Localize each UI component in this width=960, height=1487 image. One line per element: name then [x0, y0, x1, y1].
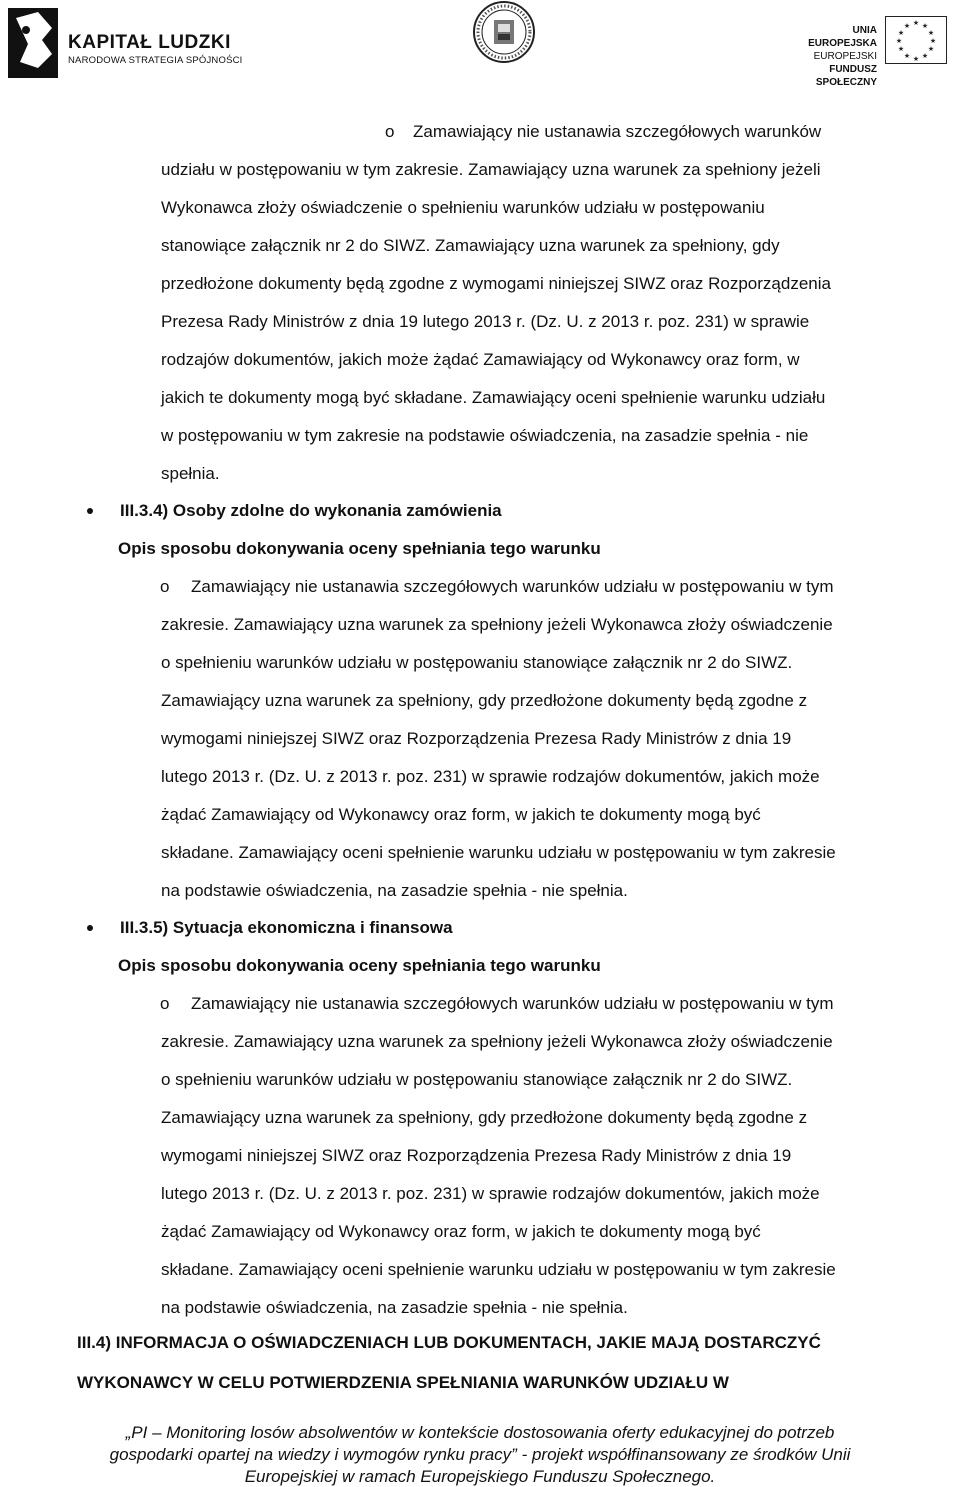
paragraph-line: udziału w postępowaniu w tym zakresie. Zamawiający uzna warunek za spełniony jeżeli	[161, 160, 821, 179]
paragraph-line: o spełnieniu warunków udziału w postępowaniu stanowiące załącznik nr 2 do SIWZ.	[161, 1070, 793, 1089]
paragraph-line: Zamawiający nie ustanawia szczegółowych warunków udziału w postępowaniu w tym	[191, 577, 834, 596]
kapital-ludzki-logo-icon	[8, 8, 58, 78]
section-subheading: Opis sposobu dokonywania oceny spełniania tego warunku	[118, 956, 601, 975]
paragraph-line: rodzajów dokumentów, jakich może żądać Zamawiający od Wykonawcy oraz form, w	[161, 350, 800, 369]
paragraph-line: Prezesa Rady Ministrów z dnia 19 lutego 2013 r. (Dz. U. z 2013 r. poz. 231) w sprawie	[161, 312, 810, 331]
section-heading: III.3.5) Sytuacja ekonomiczna i finansowa	[120, 918, 453, 937]
paragraph-line: jakich te dokumenty mogą być składane. Zamawiający oceni spełnienie warunku udziału	[161, 388, 826, 407]
paragraph-line: lutego 2013 r. (Dz. U. z 2013 r. poz. 231) w sprawie rodzajów dokumentów, jakich może	[161, 767, 820, 786]
paragraph-line: spełnia.	[161, 464, 220, 483]
paragraph-line: żądać Zamawiający od Wykonawcy oraz form, w jakich te dokumenty mogą być	[161, 805, 761, 824]
eu-text-block	[782, 24, 877, 89]
paragraph-line: stanowiące załącznik nr 2 do SIWZ. Zamawiający uzna warunek za spełniony, gdy	[161, 236, 780, 255]
paragraph-line: składane. Zamawiający oceni spełnienie warunku udziału w postępowaniu w tym zakresie	[161, 843, 836, 862]
svg-text:★: ★	[929, 38, 937, 45]
eu-flag-icon	[885, 16, 947, 64]
svg-text:★: ★	[903, 53, 911, 60]
paragraph-line: o spełnieniu warunków udziału w postępowaniu stanowiące załącznik nr 2 do SIWZ.	[161, 653, 793, 672]
paragraph-line: na podstawie oświadczenia, na zasadzie spełnia - nie spełnia.	[161, 1298, 628, 1317]
paragraph-line: składane. Zamawiający oceni spełnienie warunku udziału w postępowaniu w tym zakresie	[161, 1260, 836, 1279]
paragraph-line: lutego 2013 r. (Dz. U. z 2013 r. poz. 231) w sprawie rodzajów dokumentów, jakich może	[161, 1184, 820, 1203]
paragraph-line: wymogami niniejszej SIWZ oraz Rozporządzenia Prezesa Rady Ministrów z dnia 19	[161, 729, 792, 748]
paragraph-line: Zamawiający uzna warunek za spełniony, gdy przedłożone dokumenty będą zgodne z	[161, 691, 808, 710]
paragraph-line: Zamawiający nie ustanawia szczegółowych warunków udziału w postępowaniu w tym	[191, 994, 834, 1013]
eu-line-1: UNIA EUROPEJSKA	[808, 25, 877, 49]
section-heading: III.3.4) Osoby zdolne do wykonania zamówienia	[120, 501, 502, 520]
paragraph-line: zakresie. Zamawiający uzna warunek za spełniony jeżeli Wykonawca złoży oświadczenie	[161, 615, 833, 634]
svg-text:★: ★	[921, 53, 929, 60]
svg-text:★: ★	[897, 46, 905, 53]
university-seal-icon	[472, 0, 536, 64]
list-bullet: o	[160, 994, 170, 1013]
svg-text:★: ★	[927, 30, 935, 37]
bullet-dot-icon	[87, 925, 93, 931]
paragraph-line: Zamawiający uzna warunek za spełniony, gdy przedłożone dokumenty będą zgodne z	[161, 1108, 808, 1127]
svg-text:★: ★	[897, 30, 905, 37]
svg-text:★: ★	[927, 46, 935, 53]
footer-line: gospodarki opartej na wiedzy i wymogów rynku pracy” - projekt współfinansowany ze środków Unii	[109, 1445, 851, 1464]
svg-text:★: ★	[921, 23, 929, 30]
paragraph-line: Zamawiający nie ustanawia szczegółowych warunków	[413, 122, 822, 141]
section-subheading: Opis sposobu dokonywania oceny spełniania tego warunku	[118, 539, 601, 558]
bullet-dot-icon	[87, 508, 93, 514]
paragraph-line: na podstawie oświadczenia, na zasadzie spełnia - nie spełnia.	[161, 881, 628, 900]
paragraph-line: wymogami niniejszej SIWZ oraz Rozporządzenia Prezesa Rady Ministrów z dnia 19	[161, 1146, 792, 1165]
paragraph-line: Wykonawca złoży oświadczenie o spełnieniu warunków udziału w postępowaniu	[161, 198, 765, 217]
eu-line-2: EUROPEJSKI	[813, 51, 877, 62]
eu-line-3: FUNDUSZ SPOŁECZNY	[815, 64, 877, 88]
footer-line: „PI – Monitoring losów absolwentów w kontekście dostosowania oferty edukacyjnej do potrzeb	[125, 1423, 835, 1442]
kapital-ludzki-title: KAPITAŁ LUDZKI	[68, 32, 231, 53]
svg-text:★: ★	[912, 20, 920, 27]
kapital-ludzki-subtitle: NARODOWA STRATEGIA SPÓJNOŚCI	[68, 55, 243, 66]
paragraph-line: przedłożone dokumenty będą zgodne z wymogami niniejszej SIWZ oraz Rozporządzenia	[161, 274, 831, 293]
list-bullet: o	[160, 577, 170, 596]
paragraph-line: w postępowaniu w tym zakresie na podstawie oświadczenia, na zasadzie spełnia - nie	[161, 426, 809, 445]
paragraph-line: zakresie. Zamawiający uzna warunek za spełniony jeżeli Wykonawca złoży oświadczenie	[161, 1032, 833, 1051]
section-heading-continued: WYKONAWCY W CELU POTWIERDZENIA SPEŁNIANIA WARUNKÓW UDZIAŁU W	[77, 1373, 729, 1392]
svg-text:★: ★	[912, 56, 920, 63]
list-bullet: o	[385, 122, 395, 141]
svg-text:★: ★	[895, 38, 903, 45]
paragraph-line: żądać Zamawiający od Wykonawcy oraz form, w jakich te dokumenty mogą być	[161, 1222, 761, 1241]
svg-text:★: ★	[903, 23, 911, 30]
section-heading: III.4) INFORMACJA O OŚWIADCZENIACH LUB DOKUMENTACH, JAKIE MAJĄ DOSTARCZYĆ	[77, 1333, 821, 1352]
footer-line: Europejskiej w ramach Europejskiego Funduszu Społecznego.	[244, 1467, 716, 1486]
